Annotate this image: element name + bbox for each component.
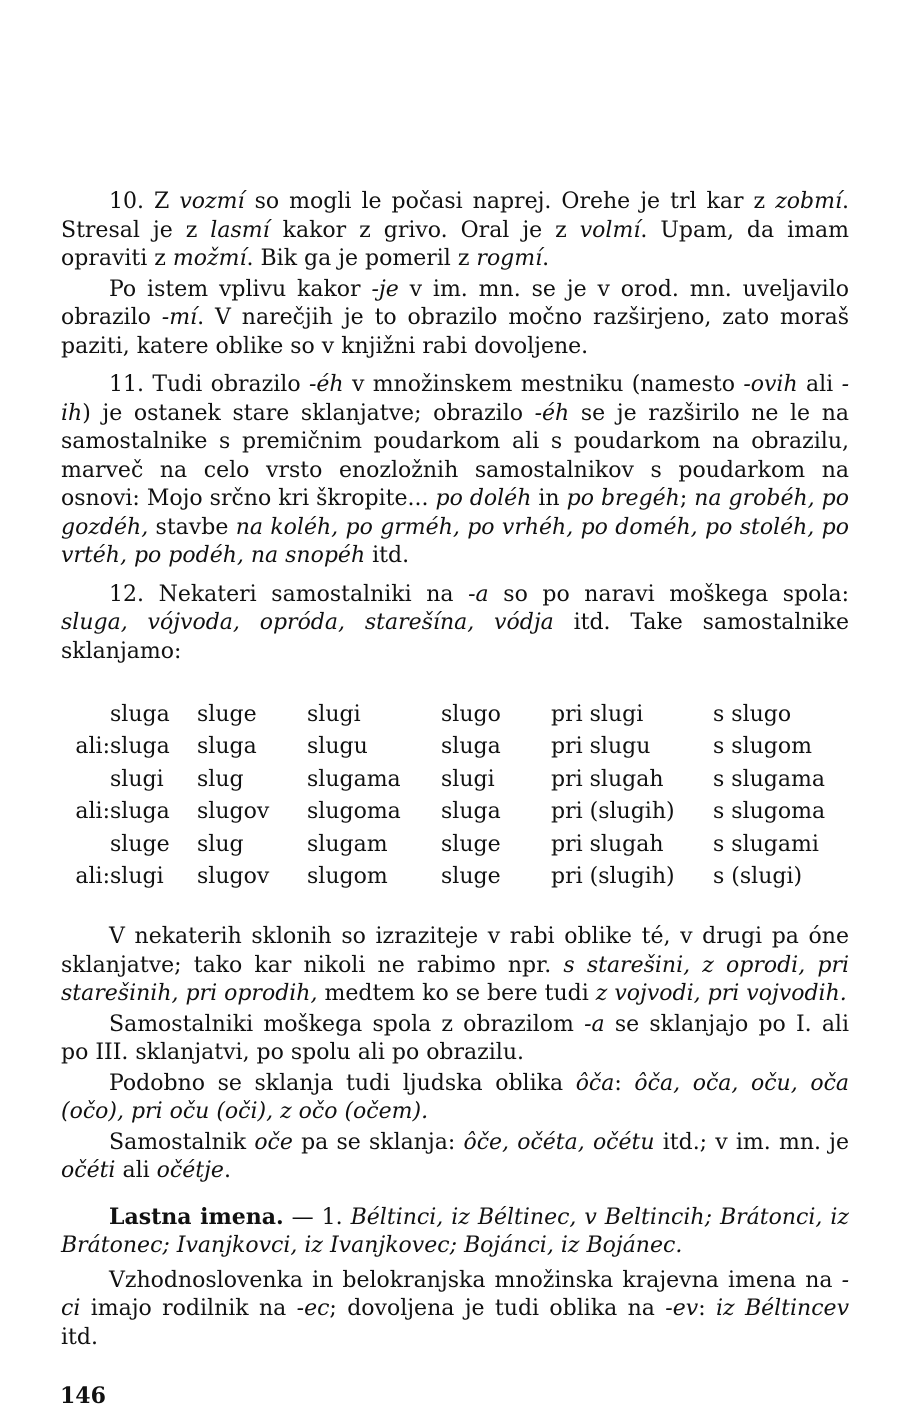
table-cell: slugi [110, 864, 164, 890]
text: Z [144, 189, 180, 214]
text: . Upam, da imam opraviti z [61, 217, 849, 271]
row-prefix [61, 763, 110, 796]
table-cell: s slugoma [713, 799, 826, 825]
italic-word: -a [584, 1011, 605, 1037]
italic-word: po doléh [435, 486, 532, 511]
text: itd.; v im. mn. je [654, 1129, 850, 1155]
text: itd. [61, 1324, 98, 1350]
paragraph-14 [61, 1011, 849, 1068]
table-cell: sluge [441, 864, 501, 890]
italic-word: zobmí [775, 189, 843, 214]
italic-word: vozmí [179, 189, 245, 214]
table-cell: sluga [441, 799, 501, 825]
paragraph-16 [61, 1129, 849, 1186]
declension-table [61, 698, 843, 893]
italic-word: -ovih [743, 372, 798, 397]
italic-word: na grobéh, po gozdéh, [61, 486, 850, 540]
table-cell: slugom [307, 864, 388, 890]
text: pa se sklanja: [292, 1129, 464, 1155]
text: V nekaterih sklonih so izraziteje v rabi oblike té, v drugi pa óne sklanjatve; tako kar nikoli ne rabimo npr. [61, 924, 849, 978]
text: — 1. [283, 1204, 351, 1230]
table-cell: pri slugah [551, 766, 664, 792]
italic-word: na koléh, po grméh, po vrhéh, po doméh, po stoléh, po vrtéh, po podéh, na snopéh [61, 514, 849, 568]
text: : [614, 1070, 635, 1096]
table-cell: pri (slugih) [551, 799, 675, 825]
text: so po naravi moškega spola: [488, 581, 849, 607]
table-row [61, 763, 843, 796]
page-body [61, 188, 849, 1352]
text: ali [115, 1158, 157, 1183]
table-cell: sluga [197, 734, 257, 760]
text: Tudi obrazilo [144, 372, 309, 397]
italic-word: po bregéh [566, 486, 680, 511]
row-prefix: ali: [75, 799, 110, 825]
paragraph-15 [61, 1070, 849, 1127]
row-prefix: ali: [75, 864, 110, 890]
italic-word: rogmí [476, 246, 543, 271]
paragraph-10b [61, 276, 849, 362]
text: Podobno se sklanja tudi ljudska oblika [109, 1070, 576, 1096]
row-prefix [61, 698, 110, 731]
text: se sklanjajo po I. ali po III. sklanjatvi, po spolu ali po obrazilu. [61, 1011, 850, 1065]
table-cell: pri slugah [551, 831, 664, 857]
italic-word: ôča, oča, oču, oča (očo), pri oču (oči), z očo (očem). [61, 1070, 850, 1124]
text: stavbe [148, 514, 236, 540]
table-cell: slug [197, 766, 244, 792]
italic-word: -éh [308, 372, 344, 397]
row-prefix: ali: [75, 734, 110, 760]
italic-word: -ec [296, 1296, 330, 1321]
table-cell: slugov [197, 799, 270, 825]
italic-word: ôče, očéta, očétu [463, 1129, 655, 1155]
text: Po istem vplivu kakor [109, 276, 372, 302]
table-row [61, 861, 843, 894]
table-cell: sluge [197, 701, 257, 727]
italic-word: očétje [156, 1158, 224, 1183]
text: . [223, 1158, 231, 1183]
text: Nekateri samostalniki na [144, 581, 469, 607]
table-cell: slugoma [307, 799, 401, 825]
paragraph-proper-names [61, 1203, 849, 1261]
table-cell: s slugami [713, 831, 819, 857]
text: Vzhodnoslovenka in belokranjska množinska krajevna imena na [109, 1267, 842, 1293]
italic-word: -mí [161, 305, 198, 330]
text: v im. mn. se je v orod. mn. uveljavilo obrazilo [61, 276, 849, 330]
text: imajo rodilnik na [80, 1296, 297, 1321]
table-row [61, 698, 843, 731]
table-row [61, 796, 843, 829]
table-cell: slugi [110, 766, 164, 792]
table-row [61, 731, 843, 764]
table-cell: sluga [110, 734, 170, 760]
paragraph-13 [61, 923, 849, 1009]
table-cell: s slugo [713, 701, 792, 727]
italic-word: -ih [61, 372, 849, 426]
table-cell: sluga [110, 799, 170, 825]
italic-word: lasmí [210, 217, 270, 243]
italic-word: sluga, vójvoda, opróda, starešína, vódja [61, 610, 554, 635]
text: in [531, 486, 567, 511]
text: kakor z grivo. Oral je z [269, 217, 580, 243]
table-cell: s (slugi) [713, 864, 803, 890]
text: ali [797, 372, 842, 397]
italic-word: -a [468, 581, 489, 607]
text: itd. [365, 543, 410, 568]
table-cell: slugi [441, 766, 495, 792]
table-cell: sluga [110, 701, 170, 727]
table-cell: pri (slugih) [551, 864, 675, 890]
text: se je razširilo ne le na samostalnike s premičnim poudarkom ali s poudarkom na obrazilu, marveč na celo vrsto enozložnih samostalnikov s poudarkom na osnovi: Mojo srčno kri škropite... [61, 400, 849, 511]
text: . Bik ga je pomeril z [246, 246, 477, 271]
table-cell: slugu [307, 734, 368, 760]
italic-word: možmí [172, 246, 247, 271]
table-row [61, 828, 843, 861]
text: itd. Take samostalnike sklanjamo: [61, 610, 850, 664]
italic-word: iz Béltincev [715, 1296, 849, 1321]
page-number: 146 [60, 1383, 106, 1409]
table-cell: slugov [197, 864, 270, 890]
text: v množinskem mestniku (namesto [343, 372, 744, 397]
text: ; [679, 486, 695, 511]
text: : [698, 1296, 716, 1321]
table-cell: slugi [307, 701, 361, 727]
italic-word: -ev [665, 1296, 699, 1321]
table-cell: slugam [307, 831, 388, 857]
table-cell: sluge [441, 831, 501, 857]
italic-word: -éh [534, 400, 570, 426]
italic-word: ôča [575, 1070, 615, 1096]
text: medtem ko se bere tudi [317, 981, 596, 1006]
text: Samostalnik [109, 1129, 255, 1155]
table-cell: s slugama [713, 766, 825, 792]
section-heading: Lastna imena. [109, 1203, 284, 1230]
section-number: 11. [109, 372, 144, 397]
table-cell: sluge [110, 831, 170, 857]
table-cell: sluga [441, 734, 501, 760]
section-number: 10. [109, 189, 144, 214]
paragraph-11 [61, 371, 849, 571]
italic-word: z vojvodi, pri vojvodih. [595, 981, 847, 1006]
section-number: 12. [109, 581, 144, 607]
row-prefix [61, 828, 110, 861]
text: ; dovoljena je tudi oblika na [329, 1296, 666, 1321]
paragraph-12 [61, 581, 849, 667]
text: . V narečjih je to obrazilo močno razširjeno, zato moraš paziti, katere oblike so v knjižni rabi dovoljene. [61, 305, 849, 359]
table-cell: s slugom [713, 734, 812, 760]
table-cell: pri slugu [551, 734, 651, 760]
text: ) je ostanek stare sklanjatve; obrazilo [82, 400, 535, 426]
table-cell: slug [197, 831, 244, 857]
italic-word: Béltinci, iz Béltinec, v Beltincih; Brátonci, iz Brátonec; Ivanjkovci, iz Ivanjkovec; Bojánci, iz Bojánec. [61, 1204, 849, 1258]
text: so mogli le počasi naprej. Orehe je trl kar z [244, 189, 776, 214]
table-cell: slugo [441, 701, 501, 727]
italic-word: volmí [579, 217, 641, 243]
text: . Stresal je z [61, 189, 850, 243]
text: Samostalniki moškega spola z obrazilom [109, 1011, 585, 1037]
italic-word: s starešini, z oprodi, pri starešinih, pri oprodih, [61, 952, 849, 1006]
paragraph-18 [61, 1267, 849, 1353]
text: . [542, 246, 550, 271]
italic-word: oče [254, 1129, 293, 1155]
italic-word: -ci [61, 1267, 849, 1321]
table-cell: slugama [307, 766, 401, 792]
paragraph-10 [61, 188, 849, 274]
table-cell: pri slugi [551, 701, 644, 727]
italic-word: očéti [61, 1158, 116, 1183]
italic-word: -je [371, 276, 399, 302]
